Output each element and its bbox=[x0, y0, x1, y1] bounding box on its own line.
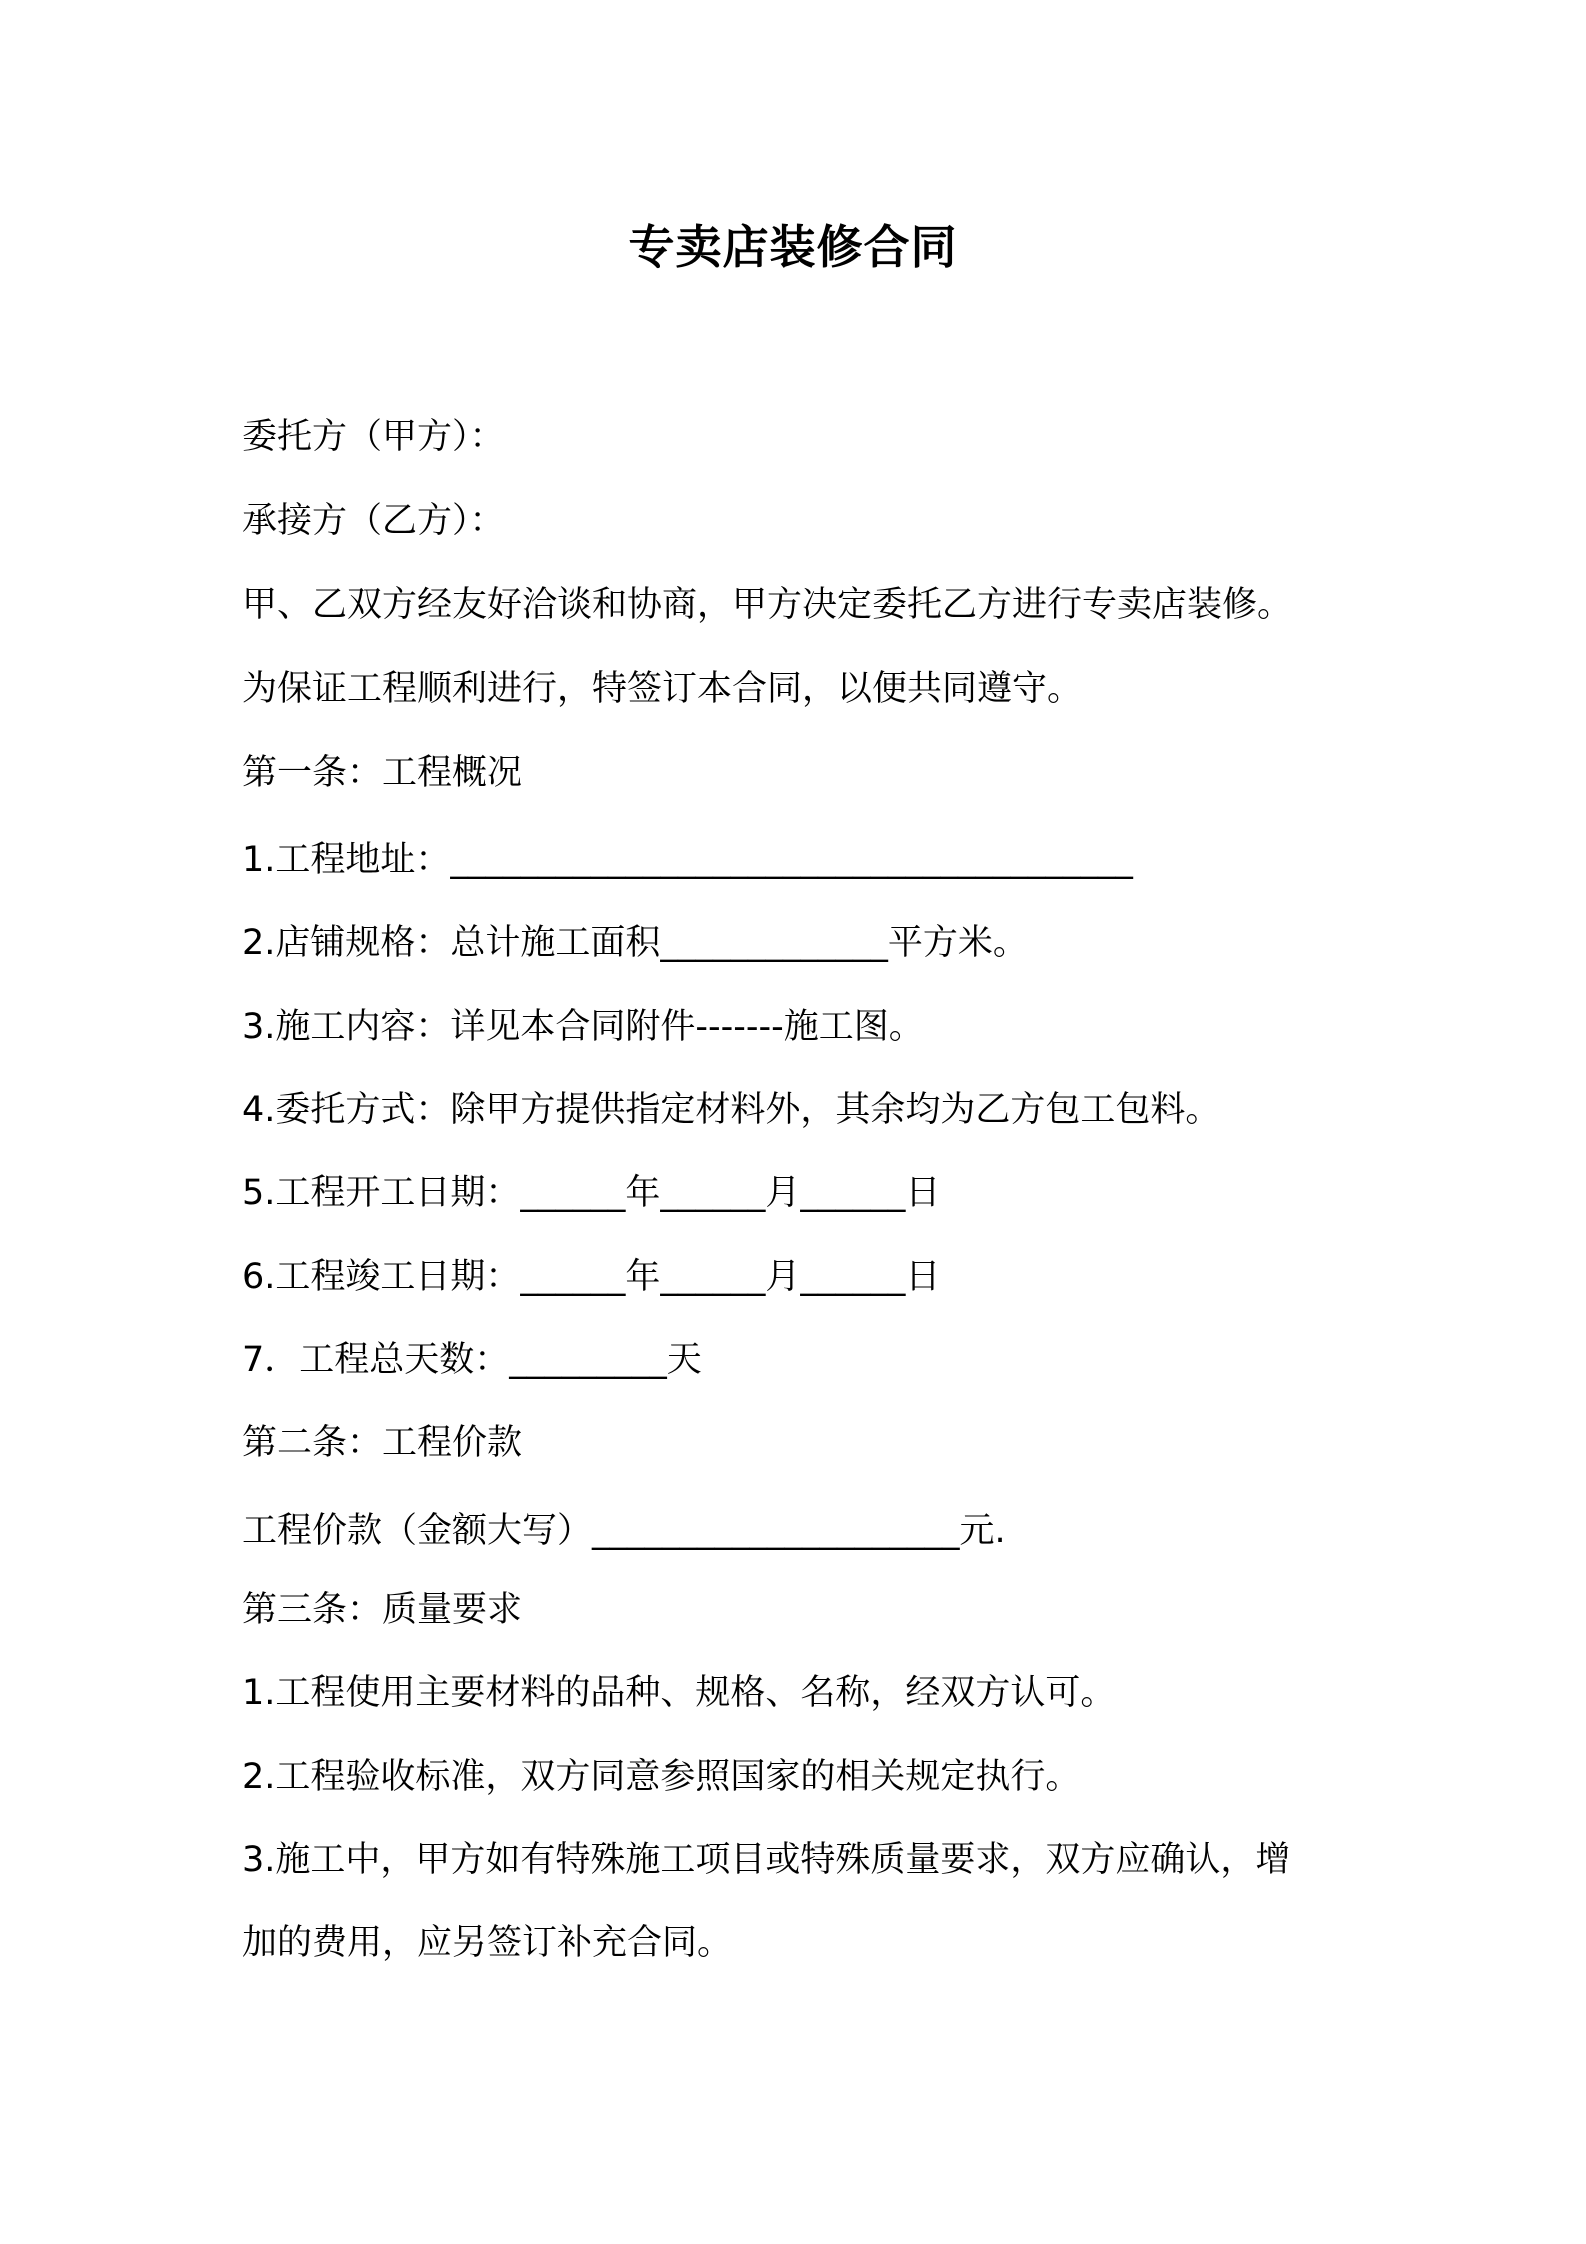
quality-item-2-line: 2.工程验收标准，双方同意参照国家的相关规定执行。 bbox=[242, 1757, 1081, 1797]
article-2-heading: 第二条：工程价款 bbox=[242, 1423, 523, 1463]
quality-item-3-line-1: 3.施工中，甲方如有特殊施工项目或特殊质量要求，双方应确认，增 bbox=[242, 1840, 1291, 1880]
total-days-line: 7．工程总天数：_________天 bbox=[242, 1340, 702, 1380]
article-1-heading: 第一条：工程概况 bbox=[242, 753, 523, 793]
article-3-heading: 第三条：质量要求 bbox=[242, 1590, 523, 1630]
project-address-line: 1.工程地址：_______________________________________ bbox=[242, 840, 1133, 880]
document-title: 专卖店装修合同 bbox=[628, 220, 958, 274]
start-date-line: 5.工程开工日期：______年______月______日 bbox=[242, 1173, 941, 1213]
intro-paragraph-line-2: 为保证工程顺利进行，特签订本合同，以便共同遵守。 bbox=[242, 669, 1083, 709]
project-price-line: 工程价款（金额大写）_____________________元. bbox=[242, 1511, 1006, 1551]
quality-item-3-line-2: 加的费用，应另签订补充合同。 bbox=[242, 1923, 733, 1963]
quality-item-1-line: 1.工程使用主要材料的品种、规格、名称，经双方认可。 bbox=[242, 1673, 1116, 1713]
client-party-line: 委托方（甲方）： bbox=[242, 417, 505, 457]
commission-method-line: 4.委托方式：除甲方提供指定材料外，其余均为乙方包工包料。 bbox=[242, 1090, 1221, 1130]
contractor-party-line: 承接方（乙方）： bbox=[242, 501, 505, 541]
construction-content-line: 3.施工内容：详见本合同附件-------施工图。 bbox=[242, 1007, 924, 1047]
intro-paragraph-line-1: 甲、乙双方经友好洽谈和协商，甲方决定委托乙方进行专卖店装修。 bbox=[242, 585, 1293, 625]
shop-size-line: 2.店铺规格：总计施工面积_____________平方米。 bbox=[242, 923, 1028, 963]
completion-date-line: 6.工程竣工日期：______年______月______日 bbox=[242, 1257, 941, 1297]
